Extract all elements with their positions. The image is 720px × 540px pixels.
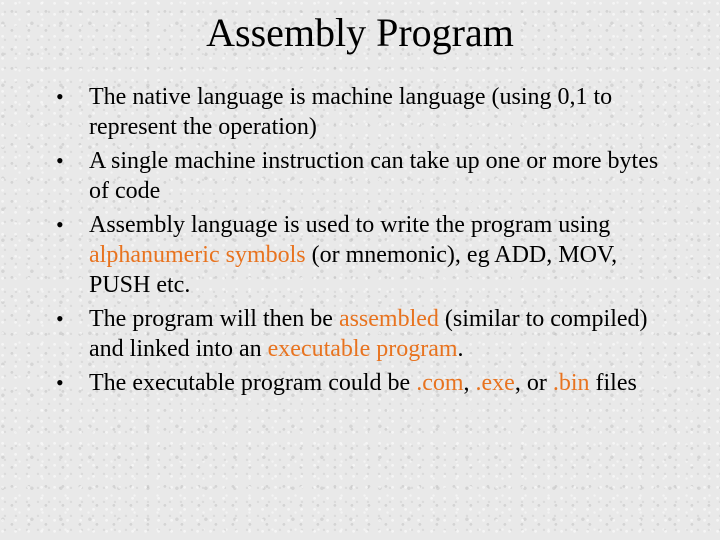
bullet-item <box>50 368 680 398</box>
text-segment: files <box>589 370 637 396</box>
bullet-text <box>89 84 612 140</box>
bullet-marker: • <box>56 306 64 331</box>
text-segment: . <box>457 336 464 362</box>
highlighted-term: .com <box>416 370 464 396</box>
bullet-text <box>89 306 648 362</box>
text-segment: The executable program could be <box>89 370 417 396</box>
text-segment: (similar to compiled) and linked into an <box>89 306 648 362</box>
bullet-text <box>89 370 637 396</box>
bullet-item <box>50 146 680 206</box>
slide-title: Assembly Program <box>206 10 514 55</box>
bullet-marker: • <box>56 370 64 395</box>
highlighted-term: executable program <box>267 336 458 362</box>
bullet-list <box>50 82 680 402</box>
text-segment: A single machine instruction can take up one or more bytes of code <box>89 148 659 204</box>
highlighted-term: .exe <box>475 370 515 396</box>
bullet-item <box>50 210 680 300</box>
text-segment: , <box>463 370 476 396</box>
text-segment: Assembly language is used to write the program using <box>89 212 611 238</box>
bullet-text <box>89 148 658 204</box>
highlighted-term: alphanumeric symbols <box>89 242 306 268</box>
text-segment: The native language is machine language (using 0,1 to represent the operation) <box>89 84 613 140</box>
text-segment: (or mnemonic), eg ADD, MOV, PUSH etc. <box>89 242 618 298</box>
bullet-text <box>89 212 617 298</box>
text-segment: , or <box>514 370 553 396</box>
bullet-marker: • <box>56 212 64 237</box>
bullet-item <box>50 304 680 364</box>
bullet-marker: • <box>56 148 64 173</box>
bullet-item <box>50 82 680 142</box>
bullet-marker: • <box>56 84 64 109</box>
text-segment: The program will then be <box>89 306 339 332</box>
highlighted-term: assembled <box>338 306 439 332</box>
highlighted-term: .bin <box>552 370 590 396</box>
